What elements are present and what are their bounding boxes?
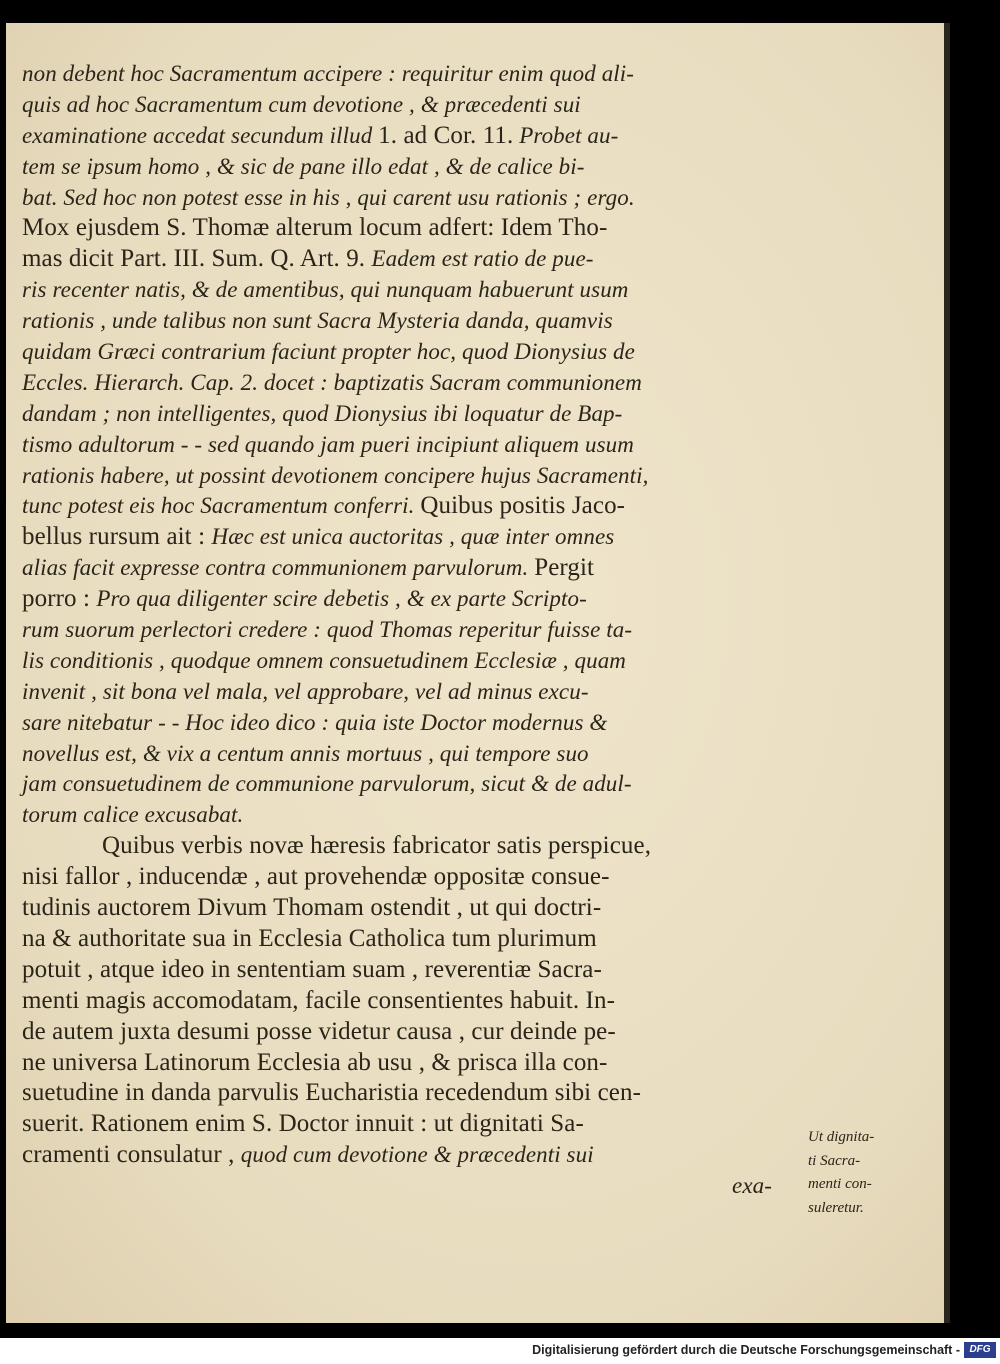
text-segment: potuit , atque ideo in sententiam suam , reverentiæ Sacra- — [22, 955, 602, 983]
text-segment: Eadem est ratio de pue- — [371, 246, 594, 272]
text-line — [22, 183, 802, 214]
footer-bar — [0, 1338, 1000, 1364]
text-segment: rationis habere, ut possint devotionem concipere hujus Sacramenti, — [22, 462, 649, 488]
text-line — [22, 955, 802, 986]
text-line — [22, 924, 802, 955]
text-line — [22, 831, 802, 862]
text-line — [22, 213, 802, 244]
text-line — [22, 1140, 802, 1171]
text-segment: menti magis accomodatam, facile consentientes habuit. In- — [22, 986, 615, 1014]
text-line — [22, 152, 802, 183]
text-line — [22, 399, 802, 430]
text-line — [22, 244, 802, 275]
text-line — [22, 1171, 802, 1202]
text-line — [22, 800, 802, 831]
text-line — [22, 522, 802, 553]
text-segment: de autem juxta desumi posse videtur causa , cur deinde pe- — [22, 1017, 616, 1045]
text-segment: Pro qua diligenter scire debetis , & ex parte Scripto- — [96, 586, 587, 612]
text-line — [22, 430, 802, 461]
text-segment: lis conditionis , quodque omnem consuetudinem Ecclesiæ , quam — [22, 647, 627, 673]
text-segment: Mox ejusdem S. Thomæ alterum locum adfert: Idem Tho- — [22, 214, 608, 242]
text-line — [22, 769, 802, 800]
text-segment: Probet au- — [513, 122, 619, 148]
text-line — [22, 90, 802, 121]
text-segment: quis ad hoc Sacramentum cum devotione , & præcedenti sui — [22, 91, 581, 117]
text-line — [22, 275, 802, 306]
text-line — [22, 1078, 802, 1109]
text-segment: porro : — [22, 585, 97, 613]
text-segment: Quibus verbis novæ hæresis fabricator satis perspicue, — [102, 832, 652, 860]
funding-credit: Digitalisierung gefördert durch die Deutsche Forschungsgemeinschaft - — [532, 1343, 960, 1357]
text-line — [22, 1017, 802, 1048]
text-line — [22, 461, 802, 492]
text-segment: bat. Sed hoc non potest esse in his , qui carent usu rationis ; ergo. — [22, 184, 635, 210]
text-line — [22, 491, 802, 522]
dfg-logo: DFG — [964, 1342, 996, 1358]
text-line — [22, 1048, 802, 1079]
text-segment: examinatione accedat secundum illud — [22, 122, 379, 148]
text-segment: bellus rursum ait : — [22, 523, 212, 551]
text-segment: 1. ad Cor. 11. — [378, 121, 514, 149]
text-segment: ne universa Latinorum Ecclesia ab usu , & prisca illa con- — [22, 1048, 608, 1076]
text-segment: nisi fallor , inducendæ , aut provehendæ oppositæ consue- — [22, 863, 610, 891]
text-line — [22, 986, 802, 1017]
text-line — [22, 1109, 802, 1140]
text-segment: rum suorum perlectori credere : quod Thomas reperitur fuisse ta- — [22, 617, 633, 643]
text-line — [22, 59, 802, 90]
text-segment: quidam Græci contrarium faciunt propter hoc, quod Dionysius de — [22, 339, 635, 365]
text-segment: sare nitebatur - - Hoc ideo dico : quia iste Doctor modernus & — [22, 709, 608, 735]
marginal-note — [808, 1126, 926, 1220]
text-segment: non debent hoc Sacramentum accipere : requiritur enim quod ali- — [22, 61, 635, 86]
text-segment: Hæc est unica auctoritas , quæ inter omnes — [211, 524, 615, 550]
marginal-note-line: menti con- — [808, 1176, 872, 1192]
text-segment: rationis , unde talibus non sunt Sacra Mysteria danda, quamvis — [22, 308, 613, 334]
marginal-note-line: ti Sacra- — [808, 1152, 861, 1169]
text-line — [22, 739, 802, 770]
marginal-note-line: suleretur. — [808, 1199, 864, 1216]
text-line — [22, 893, 802, 924]
text-line — [22, 306, 802, 337]
text-segment: novellus est, & vix a centum annis mortuus , qui tempore suo — [22, 740, 589, 766]
text-line — [22, 553, 802, 584]
text-segment: invenit , sit bona vel mala, vel approbare, vel ad minus excu- — [22, 678, 589, 704]
main-text — [22, 59, 802, 1202]
text-segment: torum calice excusabat. — [22, 802, 244, 828]
text-line — [22, 862, 802, 893]
text-segment: dandam ; non intelligentes, quod Dionysius ibi loquatur de Bap- — [22, 400, 623, 426]
text-segment: tismo adultorum - - sed quando jam pueri incipiunt aliquem usum — [22, 431, 634, 457]
text-segment: suerit. Rationem enim S. Doctor innuit : ut dignitati Sa- — [22, 1110, 584, 1138]
text-segment: quod cum devotione & præcedenti sui — [240, 1142, 594, 1168]
text-segment: tudinis auctorem Divum Thomam ostendit , ut qui doctri- — [22, 894, 602, 922]
text-segment: ris recenter natis, & de amentibus, qui nunquam habuerunt usum — [22, 277, 629, 303]
text-line — [22, 708, 802, 739]
text-segment: suetudine in danda parvulis Eucharistia recedendum sibi cen- — [22, 1079, 641, 1107]
text-segment: tunc potest eis hoc Sacramentum conferri. — [22, 493, 421, 519]
page-edge — [944, 23, 950, 1323]
text-line — [22, 615, 802, 646]
text-segment: jam consuetudinem de communione parvulorum, sicut & de adul- — [22, 771, 632, 797]
text-line — [22, 368, 802, 399]
text-line — [22, 337, 802, 368]
text-line — [22, 677, 802, 708]
text-segment: Eccles. Hierarch. Cap. 2. docet : baptizatis Sacram communionem — [22, 369, 642, 395]
text-segment: exa- — [732, 1173, 772, 1199]
text-line — [22, 121, 802, 152]
text-segment: Pergit — [534, 554, 595, 582]
book-page — [6, 23, 944, 1323]
text-line — [22, 646, 802, 677]
marginal-note-line: Ut dignita- — [808, 1129, 875, 1145]
text-segment: na & authoritate sua in Ecclesia Catholica tum plurimum — [22, 924, 597, 952]
text-segment: mas dicit Part. III. Sum. Q. Art. 9. — [22, 245, 372, 273]
text-segment: Quibus positis Jaco- — [420, 492, 626, 520]
text-segment: tem se ipsum homo , & sic de pane illo edat , & de calice bi- — [22, 153, 585, 179]
text-segment: alias facit expresse contra communionem parvulorum. — [22, 555, 535, 581]
text-segment: cramenti consulatur , — [22, 1141, 241, 1169]
text-line — [22, 584, 802, 615]
